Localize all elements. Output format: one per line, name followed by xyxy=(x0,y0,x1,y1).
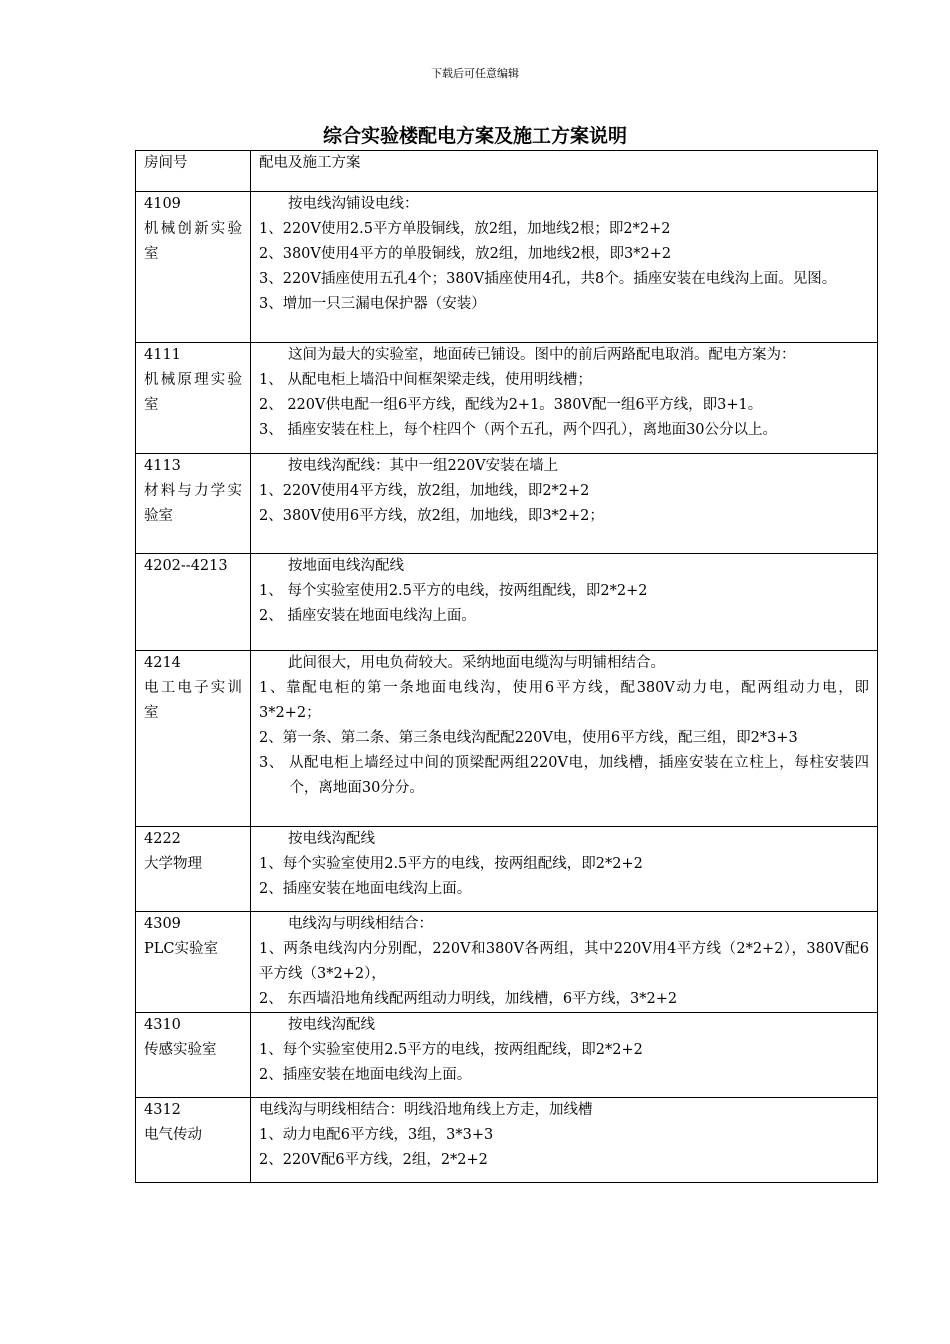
plan-line: 3、增加一只三漏电保护器（安装） xyxy=(259,296,486,312)
plan-line: 此间很大，用电负荷较大。采纳地面电缆沟与明铺相结合。 xyxy=(288,655,665,671)
room-cell xyxy=(136,912,251,1013)
room-number: 4222 xyxy=(144,831,181,847)
room-number: 4113 xyxy=(144,458,181,474)
plan-line: 按电线沟铺设电线： xyxy=(288,196,419,212)
table-row xyxy=(136,554,878,651)
plan-line: 1、每个实验室使用2.5平方的电线，按两组配线，即2*2+2 xyxy=(259,1042,643,1058)
plan-line: 2、插座安装在地面电线沟上面。 xyxy=(259,881,472,897)
room-name: 机械原理实验室 xyxy=(144,372,242,413)
plan-cell xyxy=(251,912,878,1013)
plan-line: 3、220V插座使用五孔4个；380V插座使用4孔，共8个。插座安装在电线沟上面。见图。 xyxy=(259,271,837,287)
plan-line: 1、每个实验室使用2.5平方的电线，按两组配线，即2*2+2 xyxy=(259,856,643,872)
plan-line: 2、 东西墙沿地角线配两组动力明线，加线槽，6平方线，3*2+2 xyxy=(259,991,678,1007)
plan-line: 3、 插座安装在柱上，每个柱四个（两个五孔，两个四孔），离地面30公分以上。 xyxy=(259,422,778,438)
document-title: 综合实验楼配电方案及施工方案说明 xyxy=(322,125,627,147)
room-number: 4202--4213 xyxy=(144,558,228,574)
plan-cell xyxy=(251,1098,878,1183)
plan-line: 按电线沟配线：其中一组220V安装在墙上 xyxy=(288,458,559,474)
table-row xyxy=(136,651,878,827)
plan-table xyxy=(135,150,878,1183)
table-row xyxy=(136,454,878,554)
plan-line: 2、 220V供电配一组6平方线，配线为2+1。380V配一组6平方线，即3+1。 xyxy=(259,397,763,413)
room-name: 电工电子实训室 xyxy=(144,680,242,721)
room-number: 4312 xyxy=(144,1102,181,1118)
table-row xyxy=(136,912,878,1013)
plan-cell xyxy=(251,1013,878,1098)
header-plan-label: 配电及施工方案 xyxy=(259,155,361,171)
plan-cell xyxy=(251,651,878,827)
plan-line: 这间为最大的实验室，地面砖已铺设。图中的前后两路配电取消。配电方案为： xyxy=(288,347,796,363)
plan-line: 按电线沟配线 xyxy=(288,1017,375,1033)
plan-line: 1、 从配电柜上墙沿中间框架梁走线，使用明线槽； xyxy=(259,372,592,388)
room-name: PLC实验室 xyxy=(144,941,218,957)
plan-line: 2、380V使用6平方线，放2组，加地线，即3*2+2； xyxy=(259,508,604,524)
plan-cell xyxy=(251,454,878,554)
plan-cell xyxy=(251,192,878,343)
table-row xyxy=(136,1013,878,1098)
plan-cell xyxy=(251,827,878,912)
room-number: 4109 xyxy=(144,196,181,212)
table-row xyxy=(136,827,878,912)
room-name: 大学物理 xyxy=(144,856,202,872)
plan-line: 1、动力电配6平方线，3组，3*3+3 xyxy=(259,1127,494,1143)
plan-line: 2、220V配6平方线，2组，2*2+2 xyxy=(259,1152,488,1168)
plan-line: 按地面电线沟配线 xyxy=(288,558,404,574)
plan-line: 2、 插座安装在地面电线沟上面。 xyxy=(259,608,476,624)
plan-line: 电线沟与明线相结合：明线沿地角线上方走，加线槽 xyxy=(259,1102,593,1118)
plan-line: 1、两条电线沟内分别配，220V和380V各两组，其中220V用4平方线（2*2+2），380V配6平方线（3*2+2）， xyxy=(259,941,869,982)
room-cell xyxy=(136,827,251,912)
table-row xyxy=(136,192,878,343)
room-name: 材料与力学实验室 xyxy=(144,483,242,524)
header-cell-room xyxy=(136,151,251,192)
plan-line: 3、 从配电柜上墙经过中间的顶梁配两组220V电，加线槽，插座安装在立柱上，每柱安装四个，离地面30分分。 xyxy=(259,755,869,796)
plan-line: 电线沟与明线相结合： xyxy=(288,916,433,932)
room-number: 4310 xyxy=(144,1017,181,1033)
plan-line: 1、靠配电柜的第一条地面电线沟，使用6平方线，配380V动力电，配两组动力电，即3*2+2； xyxy=(259,680,869,721)
plan-line: 按电线沟配线 xyxy=(288,831,375,847)
plan-cell xyxy=(251,554,878,651)
room-name: 传感实验室 xyxy=(144,1042,217,1058)
room-cell xyxy=(136,651,251,827)
plan-line: 2、插座安装在地面电线沟上面。 xyxy=(259,1067,472,1083)
plan-line: 2、第一条、第二条、第三条电线沟配配220V电，使用6平方线，配三组，即2*3+3 xyxy=(259,730,798,746)
header-cell-plan xyxy=(251,151,878,192)
room-cell xyxy=(136,454,251,554)
table-header-row xyxy=(136,151,878,192)
room-cell xyxy=(136,554,251,651)
plan-line: 1、220V使用2.5平方单股铜线，放2组，加地线2根；即2*2+2 xyxy=(259,221,671,237)
plan-line: 1、 每个实验室使用2.5平方的电线，按两组配线，即2*2+2 xyxy=(259,583,648,599)
plan-cell xyxy=(251,343,878,454)
plan-line: 1、220V使用4平方线，放2组，加地线，即2*2+2 xyxy=(259,483,590,499)
room-cell xyxy=(136,343,251,454)
plan-line: 2、380V使用4平方的单股铜线，放2组，加地线2根，即3*2+2 xyxy=(259,246,672,262)
header-room-label: 房间号 xyxy=(144,155,188,171)
room-cell xyxy=(136,192,251,343)
header-note: 下载后可任意编辑 xyxy=(431,67,519,80)
room-number: 4111 xyxy=(144,347,181,363)
room-number: 4309 xyxy=(144,916,181,932)
table-row xyxy=(136,343,878,454)
room-cell xyxy=(136,1013,251,1098)
room-name: 电气传动 xyxy=(144,1127,202,1143)
room-number: 4214 xyxy=(144,655,181,671)
room-cell xyxy=(136,1098,251,1183)
room-name: 机械创新实验室 xyxy=(144,221,242,262)
table-row xyxy=(136,1098,878,1183)
